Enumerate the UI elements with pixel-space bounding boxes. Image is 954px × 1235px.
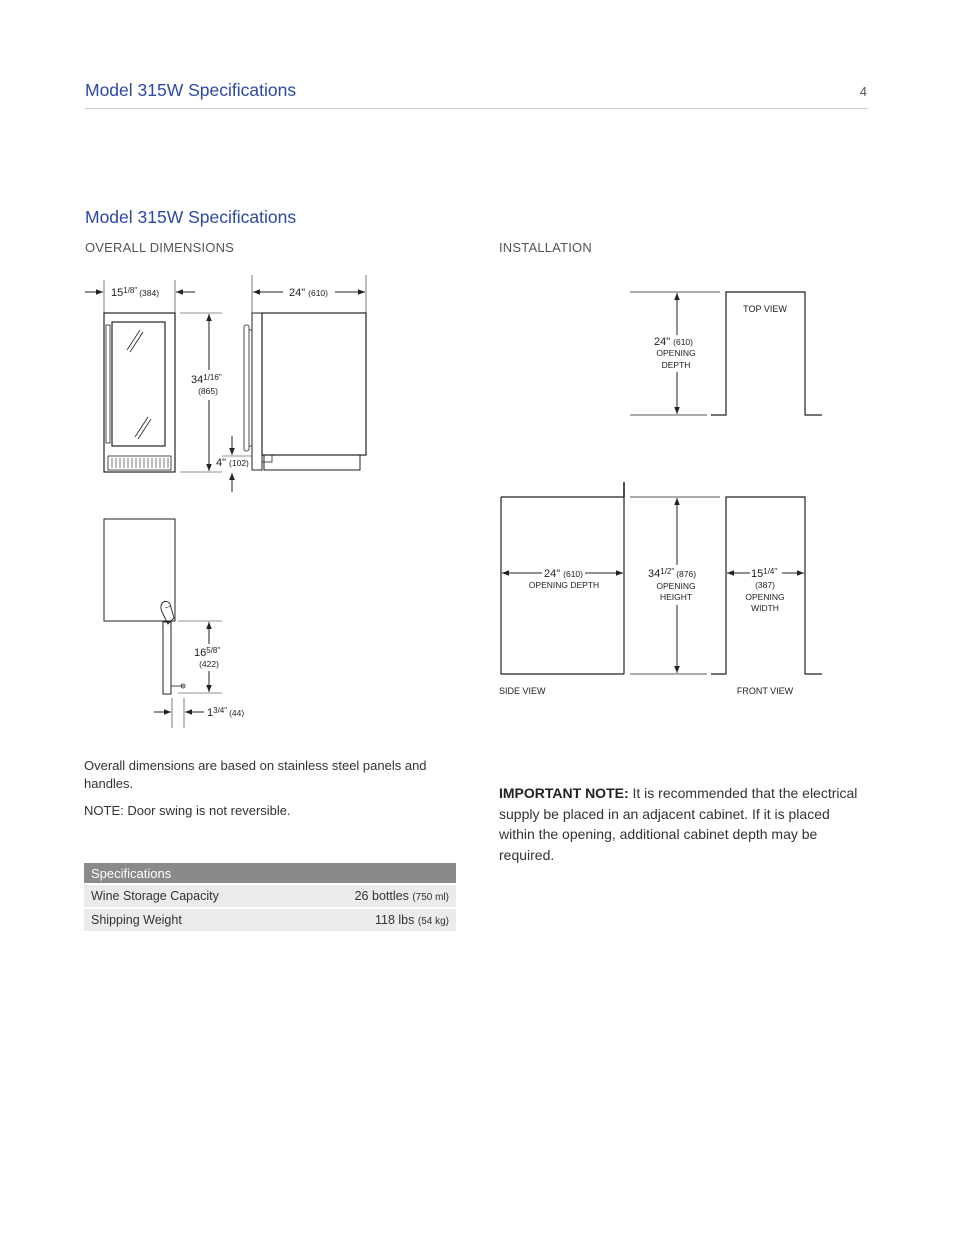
- svg-text:WIDTH: WIDTH: [751, 603, 779, 613]
- table-row: [84, 908, 456, 931]
- svg-text:24"(610): 24" (610): [544, 568, 583, 580]
- svg-text:(422): (422): [199, 659, 219, 669]
- spec-value: 26 bottles (750 ml): [295, 884, 456, 908]
- svg-text:151/4": $15^{1/4"}$: [751, 567, 778, 580]
- door-swing-note: NOTE: Door swing is not reversible.: [84, 803, 291, 818]
- dimensions-note: Overall dimensions are based on stainless steel panels and handles.: [84, 758, 427, 791]
- svg-text:OPENING: OPENING: [745, 592, 785, 602]
- svg-text:(387): (387): [755, 580, 775, 590]
- svg-text:OPENING: OPENING: [656, 581, 696, 591]
- side-view-label: SIDE VIEW: [499, 686, 546, 696]
- svg-text:24"(610): 24" (610): [289, 287, 328, 299]
- svg-text:341/16": $34^{1/16"}$: [191, 373, 222, 386]
- svg-text:151/8"(384): $15^{1/8"}$ $_{(384)}$: [111, 286, 160, 299]
- svg-text:4"(102): 4" (102): [216, 457, 249, 469]
- spec-label: Shipping Weight: [84, 908, 295, 931]
- specifications-table: [84, 863, 456, 931]
- spec-value: 118 lbs (54 kg): [295, 908, 456, 931]
- spec-label: Wine Storage Capacity: [84, 884, 295, 908]
- top-view-label: TOP VIEW: [743, 304, 787, 314]
- important-note-text: It is recommended that the electrical supply be placed in an adjacent cabinet. If it is placed within the opening, additional cabinet depth may be required.: [499, 785, 858, 863]
- page-number: 4: [859, 84, 867, 99]
- installation-heading: INSTALLATION: [499, 240, 592, 255]
- svg-text:OPENING DEPTH: OPENING DEPTH: [528, 580, 600, 590]
- specifications-heading: Specifications: [84, 863, 456, 884]
- svg-text:13/4"(44): $1^{3/4"}$ $_{(44)}$: [207, 706, 245, 719]
- important-note-label: IMPORTANT NOTE:: [499, 785, 629, 801]
- header-title: Model 315W Specifications: [85, 80, 297, 100]
- overall-dimensions-heading: OVERALL DIMENSIONS: [85, 240, 235, 255]
- svg-text:341/2"(876): $34^{1/2"}$ $_{(876)}$: [648, 567, 697, 580]
- svg-text:165/8": $16^{5/8"}$: [194, 646, 221, 659]
- svg-text:24"(610): 24" (610): [654, 336, 693, 348]
- svg-text:DEPTH: DEPTH: [661, 360, 691, 370]
- front-view-label: FRONT VIEW: [736, 686, 794, 696]
- section-title: Model 315W Specifications: [85, 207, 297, 227]
- svg-text:(865): (865): [198, 386, 218, 396]
- svg-text:OPENING: OPENING: [656, 348, 696, 358]
- table-row: [84, 884, 456, 908]
- important-note: [499, 783, 869, 865]
- svg-text:HEIGHT: HEIGHT: [659, 592, 693, 602]
